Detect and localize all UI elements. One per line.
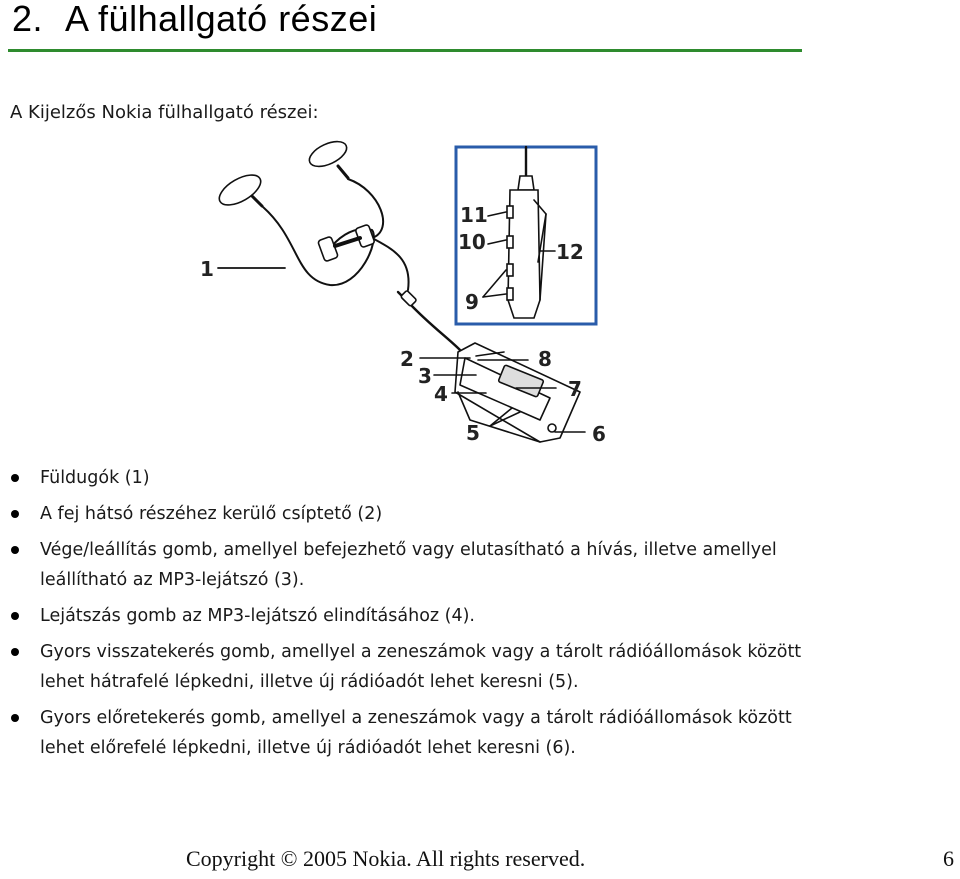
section-title: A fülhallgató részei [65,0,378,39]
callout-8: 8 [538,347,552,371]
list-item [8,637,838,697]
bullet-dot [11,714,19,722]
callout-10: 10 [458,230,486,254]
list-item-text: Lejátszás gomb az MP3-lejátszó elindításához (4). [40,606,475,626]
callout-2: 2 [400,347,414,371]
bullet-dot [11,546,19,554]
parts-list [8,463,838,769]
page-number: 6 [943,846,954,871]
list-item [8,703,838,763]
list-item-text: Füldugók (1) [40,468,150,488]
list-item [8,463,838,493]
list-item [8,535,838,595]
remote-side-detail [483,147,555,318]
callout-5: 5 [466,421,480,445]
right-earbud [306,136,351,178]
section-number: 2. [12,0,44,39]
list-item-text: Gyors visszatekerés gomb, amellyel a zeneszámok vagy a tárolt rádióállomások között lehet hátrafelé lépkedni, illetve új rádióadót lehet keresni (5). [40,642,802,692]
list-item [8,499,838,529]
callout-1: 1 [200,257,214,281]
bullet-dot [11,474,19,482]
list-item [8,601,838,631]
callout-4: 4 [434,382,448,406]
intro-text: A Kijelzős Nokia fülhallgató részei: [10,102,319,123]
bullet-dot [11,510,19,518]
callout-7: 7 [568,377,582,401]
callout-6: 6 [592,422,606,446]
callout-12: 12 [556,240,584,264]
bullet-dot [11,648,19,656]
left-earbud [215,169,266,211]
list-item-text: A fej hátsó részéhez kerülő csíptető (2) [40,504,383,524]
callout-9: 9 [465,290,479,314]
callout-11: 11 [460,203,488,227]
list-item-text: Vége/leállítás gomb, amellyel befejezhető vagy elutasítható a hívás, illetve amellyel leállítható az MP3-lejátszó (3). [40,540,777,590]
bullet-dot [11,612,19,620]
copyright-footer: Copyright © 2005 Nokia. All rights reserved. [186,846,586,871]
callout-3: 3 [418,364,432,388]
list-item-text: Gyors előretekerés gomb, amellyel a zeneszámok vagy a tárolt rádióállomások között lehet előrefelé lépkedni, illetve új rádióadót lehet keresni (6). [40,708,792,758]
